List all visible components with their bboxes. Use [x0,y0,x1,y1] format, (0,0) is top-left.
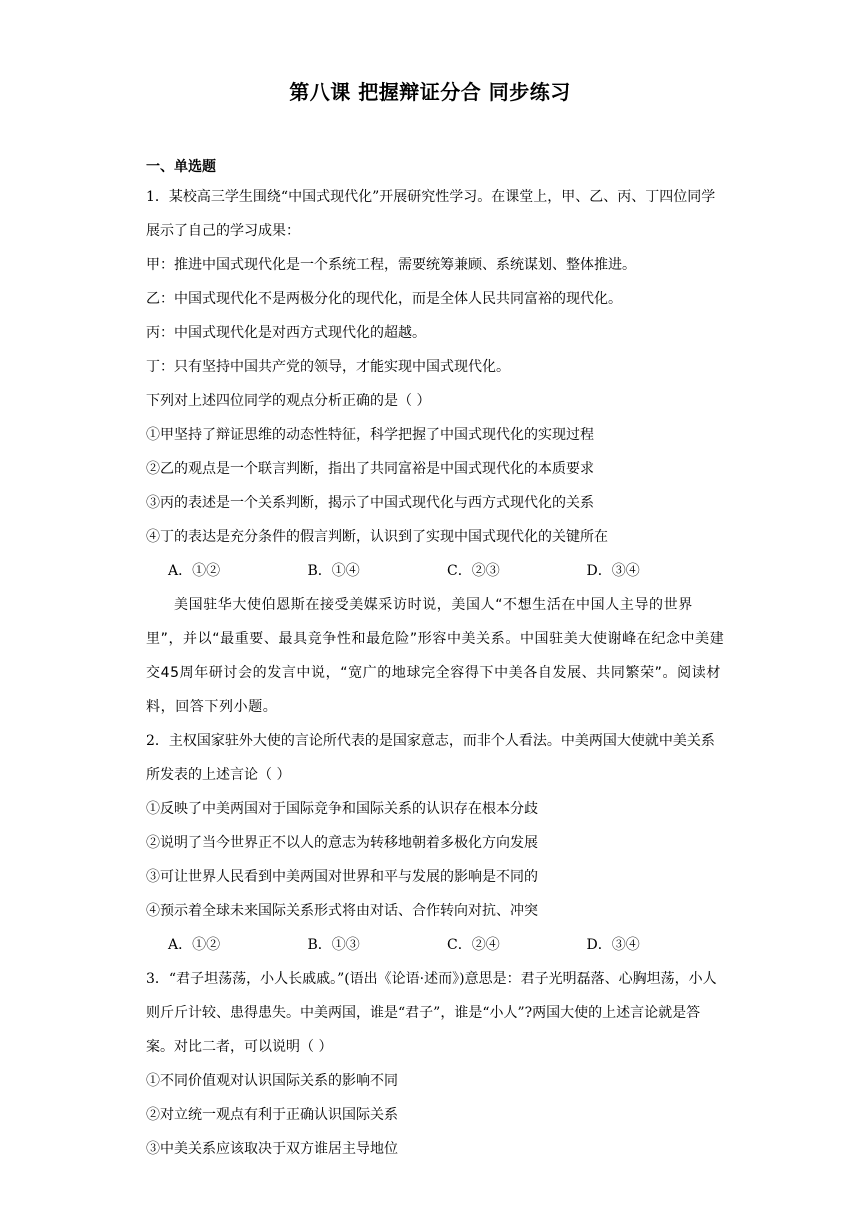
q2-option-d[interactable]: D．③④ [586,937,640,953]
question-3-stem: 3．“君子坦荡荡，小人长戚戚。”(语出《论语·述而》)意思是：君子光明磊落、心胸坦荡，小人则斤斤计较、患得患失。中美两国，谁是“君子”，谁是“小人”?两国大使的上述言论就是答案。对比二者，可以说明（ ） [146,971,717,1055]
q2-item-2: ②说明了当今世界正不以人的意志为转移地朝着多极化方向发展 [146,835,538,851]
q1-option-c[interactable]: C．②③ [447,563,500,579]
q1-item-3: ③丙的表述是一个关系判断，揭示了中国式现代化与西方式现代化的关系 [146,495,594,511]
worksheet-body [146,154,726,1166]
q2-option-a[interactable]: A．①② [168,937,221,953]
q1-options [146,554,726,588]
q2-item-4: ④预示着全球未来国际关系形式将由对话、合作转向对抗、冲突 [146,903,538,919]
q1-option-a[interactable]: A．①② [168,563,221,579]
q1-option-b[interactable]: B．①④ [307,563,360,579]
q3-item-2: ②对立统一观点有利于正确认识国际关系 [146,1107,398,1123]
question-2-stem: 2．主权国家驻外大使的言论所代表的是国家意志，而非个人看法。中美两国大使就中美关系所发表的上述言论（ ） [146,733,715,783]
q1-view-jia: 甲：推进中国式现代化是一个系统工程，需要统筹兼顾、系统谋划、整体推进。 [146,257,636,273]
page-title: 第八课 把握辩证分合 同步练习 [289,80,571,104]
q2-item-1: ①反映了中美两国对于国际竞争和国际关系的认识存在根本分歧 [146,801,538,817]
q3-item-1: ①不同价值观对认识国际关系的影响不同 [146,1073,398,1089]
q3-item-3: ③中美关系应该取决于双方谁居主导地位 [146,1141,398,1157]
q1-option-d[interactable]: D．③④ [586,563,640,579]
reading-material: 美国驻华大使伯恩斯在接受美媒采访时说，美国人“不想生活在中国人主导的世界里”，并以“最重要、最具竞争性和最危险”形容中美关系。中国驻美大使谢峰在纪念中美建交45周年研讨会的发言中说，“宽广的地球完全容得下中美各自发展、共同繁荣”。阅读材料，回答下列小题。 [146,597,725,715]
question-1-stem: 1．某校高三学生围绕“中国式现代化”开展研究性学习。在课堂上，甲、乙、丙、丁四位同学展示了自己的学习成果： [146,189,716,239]
q1-item-1: ①甲坚持了辩证思维的动态性特征，科学把握了中国式现代化的实现过程 [146,427,594,443]
q2-item-3: ③可让世界人民看到中美两国对世界和平与发展的影响是不同的 [146,869,538,885]
q2-options [146,928,726,962]
q1-view-yi: 乙：中国式现代化不是两极分化的现代化，而是全体人民共同富裕的现代化。 [146,291,622,307]
q1-view-bing: 丙：中国式现代化是对西方式现代化的超越。 [146,325,426,341]
section-heading: 一、单选题 [146,159,216,175]
q2-option-c[interactable]: C．②④ [447,937,500,953]
q1-item-2: ②乙的观点是一个联言判断，指出了共同富裕是中国式现代化的本质要求 [146,461,594,477]
q1-item-4: ④丁的表达是充分条件的假言判断，认识到了实现中国式现代化的关键所在 [146,529,608,545]
q1-ask: 下列对上述四位同学的观点分析正确的是（ ） [146,393,431,409]
q1-view-ding: 丁：只有坚持中国共产党的领导，才能实现中国式现代化。 [146,359,510,375]
q2-option-b[interactable]: B．①③ [307,937,360,953]
